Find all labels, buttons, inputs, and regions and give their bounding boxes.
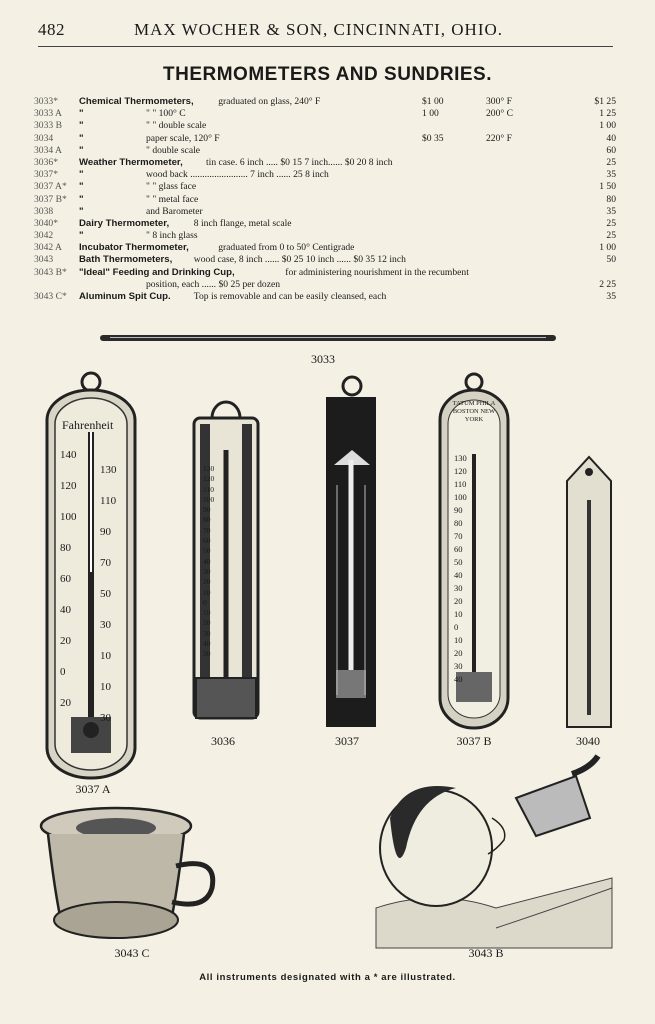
entry-p2: 35 [606,205,616,217]
entry-p2: 1 00 [599,242,616,254]
scale-tick-label: 90 [100,526,111,538]
entry-p2: 25 [606,217,616,229]
entry-p1: $0 35 [422,132,444,144]
entry-p2: 25 [606,230,616,242]
price-list-row [34,145,616,157]
price-list-row [34,242,616,254]
price-list-row [34,218,616,230]
page-title: THERMOMETERS AND SUNDRIES. [163,64,492,85]
entry-desc: graduated on glass, 240° F [218,96,321,107]
entry-no: 3037* [34,169,58,181]
entry-p2: 40 [606,132,616,144]
maker-plate: TATUM PHILA BOSTON NEW YORK [452,400,496,423]
chemical-thermometer-rod [100,335,556,341]
entry-no: 3040* [34,217,58,229]
entry-name: " [79,132,84,144]
entry-no: 3033 B [34,120,62,132]
scale-tick-label: 120 [454,466,467,476]
entry-name: " [79,181,84,193]
scale-tick-label: 130 [203,464,215,473]
scale-tick-label: 120 [60,480,77,492]
entry-name: Dairy Thermometer, [79,217,170,229]
entry-no: 3033 A [34,108,62,120]
entry-no: 3042 [34,230,54,242]
price-list-row [34,108,616,120]
entry-desc: wood case, 8 inch ...... $0 25 10 inch ...... $0 35 12 inch [193,254,406,266]
entry-desc: and Barometer [146,205,203,217]
entry-p2: 1 25 [599,108,616,120]
scale-tick-label: 100 [454,492,467,502]
scale-tick-label: 70 [203,525,211,535]
scale-3036 [203,464,214,660]
scale-tick-label: 80 [454,518,463,528]
entry-name: Aluminum Spit Cup. [79,291,171,302]
entry-name: " [79,108,84,120]
scale-tick-label: 60 [203,536,211,546]
scale-tick-label: 30 [203,628,211,638]
scale-tick-label: 0 [60,666,66,678]
entry-name: Chemical Thermometers, [79,96,194,107]
price-list-row [34,181,616,193]
scale-tick-label: 10 [203,608,211,618]
entry-name: Weather Thermometer, [79,156,183,168]
scale-tick-label: 90 [203,505,211,515]
scale-tick-label: 100 [203,494,215,504]
entry-desc: " " glass face [146,181,197,193]
figure-caption-3037: 3037 [335,734,359,748]
scale-tick-label: 50 [100,588,111,600]
thermometer-3037b-illustration [438,372,510,730]
price-list-row [34,96,616,108]
scale-tick-label: 50 [203,546,211,556]
price-list-row [34,230,616,242]
scale-tick-label: 30 [203,566,211,576]
scale-tick-label: 110 [203,484,214,494]
entry-desc: " 8 inch glass [146,230,198,242]
entry-name: Bath Thermometers, [79,254,173,266]
entry-no: 3036* [34,156,58,168]
scale-3037a-right [100,455,117,734]
entry-p2: $1 25 [594,96,616,107]
price-list-row [34,267,616,279]
scale-tick-label: 20 [203,618,211,628]
scale-tick-label: 20 [203,577,211,587]
entry-desc: tin case. 6 inch ..... $0 15 7 inch...... $0 20 8 inch [206,156,393,168]
scale-tick-label: 20 [60,697,71,709]
entry-name: "Ideal" Feeding and Drinking Cup, [79,266,235,278]
entry-p1: 1 00 [422,108,439,120]
figure-caption-3036: 3036 [211,734,235,748]
scale-tick-label: 110 [454,479,467,489]
figure-caption-3037b: 3037 B [456,734,492,748]
entry-p2: 60 [606,144,616,156]
scale-tick-label: 100 [60,511,77,523]
entry-name: " [79,230,84,242]
price-list-row [34,206,616,218]
scale-tick-label: 10 [454,609,463,619]
scale-tick-label: 50 [203,649,211,659]
thermometer-3037-illustration [324,375,378,730]
scale-tick-label: 40 [454,674,463,684]
entry-desc: " double scale [146,144,200,156]
price-list [34,96,616,303]
price-list-row [34,169,616,181]
scale-tick-label: 70 [454,531,463,541]
entry-name: " [79,193,84,205]
thermometer-3040-illustration [565,455,613,730]
entry-desc: " " metal face [146,193,199,205]
entry-name: Incubator Thermometer, [79,242,189,254]
price-list-row [34,157,616,169]
figure-caption-3040: 3040 [576,734,600,748]
entry-desc: wood back ........................ 7 inch ...... 25 8 inch [146,169,329,181]
scale-tick-label: 50 [454,557,463,567]
scale-tick-label: 30 [454,661,463,671]
scale-tick-label: 10 [100,681,111,693]
spit-cup-illustration [40,806,216,942]
entry-no: 3034 A [34,144,62,156]
running-header [38,20,613,47]
scale-tick-label: 140 [60,449,77,461]
entry-name: " [79,144,84,156]
entry-no: 3038 [34,205,54,217]
scale-tick-label: 40 [203,556,211,566]
scale-tick-label: 60 [454,544,463,554]
scale-tick-label: 90 [454,505,463,515]
scale-tick-label: 130 [100,464,117,476]
entry-desc: for administering nourishment in the recumbent [285,266,469,278]
thermometer-3037a-illustration [45,372,137,780]
scale-tick-label: 80 [203,515,211,525]
entry-no: 3042 A [34,242,62,254]
scale-tick-label: 70 [100,557,111,569]
entry-p2: 35 [606,291,616,302]
scale-tick-label: 10 [454,635,463,645]
scale-tick-label: 60 [60,573,71,585]
entry-no: 3043 B* [34,266,67,278]
price-list-row [34,291,616,303]
scale-tick-label: 40 [454,570,463,580]
price-list-row [34,279,616,291]
entry-name: " [79,169,84,181]
scale-tick-label: 40 [60,604,71,616]
scale-3037a-left [60,440,77,719]
scale-tick-label: 10 [203,587,211,597]
scale-tick-label: 40 [203,639,211,649]
figure-caption-3033: 3033 [311,352,335,366]
entry-p2: 1 50 [599,181,616,193]
scale-tick-label: 10 [100,650,111,662]
entry-desc: " " double scale [146,120,207,132]
scale-tick-label: 20 [60,635,71,647]
entry-c2: 200° C [486,108,514,120]
price-list-row [34,194,616,206]
entry-no: 3043 C* [34,291,67,302]
scale-tick-label: 80 [60,542,71,554]
entry-c2: 220° F [486,132,512,144]
entry-no: 3043 [34,254,54,266]
scale-tick-label: 120 [203,474,215,484]
entry-p2: 50 [606,254,616,266]
scale-tick-label: 30 [100,712,111,724]
scale-tick-label: 30 [454,583,463,593]
page-number: 482 [38,20,65,39]
scale-tick-label: 110 [100,495,117,507]
entry-no: 3033* [34,96,58,107]
entry-p1: $1 00 [422,96,444,107]
entry-name: " [79,120,84,132]
entry-desc: position, each ...... $0 25 per dozen [146,278,281,290]
scale-tick-label: 30 [100,619,111,631]
entry-c2: 300° F [486,96,512,107]
figure-caption-3043b: 3043 B [468,946,504,960]
entry-no: 3037 B* [34,193,67,205]
scale-tick-label: 130 [454,453,467,463]
scale-tick-label: 20 [454,596,463,606]
footnote: All instruments designated with a * are illustrated. [199,972,456,983]
entry-desc: 8 inch flange, metal scale [193,217,292,229]
entry-p2: 35 [606,169,616,181]
price-list-row [34,120,616,132]
figure-caption-3037a: 3037 A [75,782,111,796]
entry-desc: " " 100° C [146,108,186,120]
entry-desc: Top is removable and can be easily cleansed, each [193,291,387,302]
scale-tick-label: 20 [454,648,463,658]
figure-caption-3043c: 3043 C [114,946,150,960]
entry-p2: 25 [606,156,616,168]
entry-desc: graduated from 0 to 50° Centigrade [218,242,355,254]
scale-tick-label: 0 [203,597,207,607]
entry-p2: 2 25 [599,278,616,290]
scale-3037b [454,452,467,686]
entry-p2: 80 [606,193,616,205]
entry-p2: 1 00 [599,120,616,132]
entry-desc: paper scale, 120° F [146,132,220,144]
entry-name: " [79,205,84,217]
entry-no: 3037 A* [34,181,67,193]
brand-fahrenheit: Fahrenheit [62,418,114,432]
price-list-row [34,133,616,145]
entry-no: 3034 [34,132,54,144]
price-list-row [34,254,616,266]
scale-tick-label: 0 [454,622,459,632]
running-title: MAX WOCHER & SON, CINCINNATI, OHIO. [134,20,504,39]
feeding-cup-illustration [376,758,612,948]
